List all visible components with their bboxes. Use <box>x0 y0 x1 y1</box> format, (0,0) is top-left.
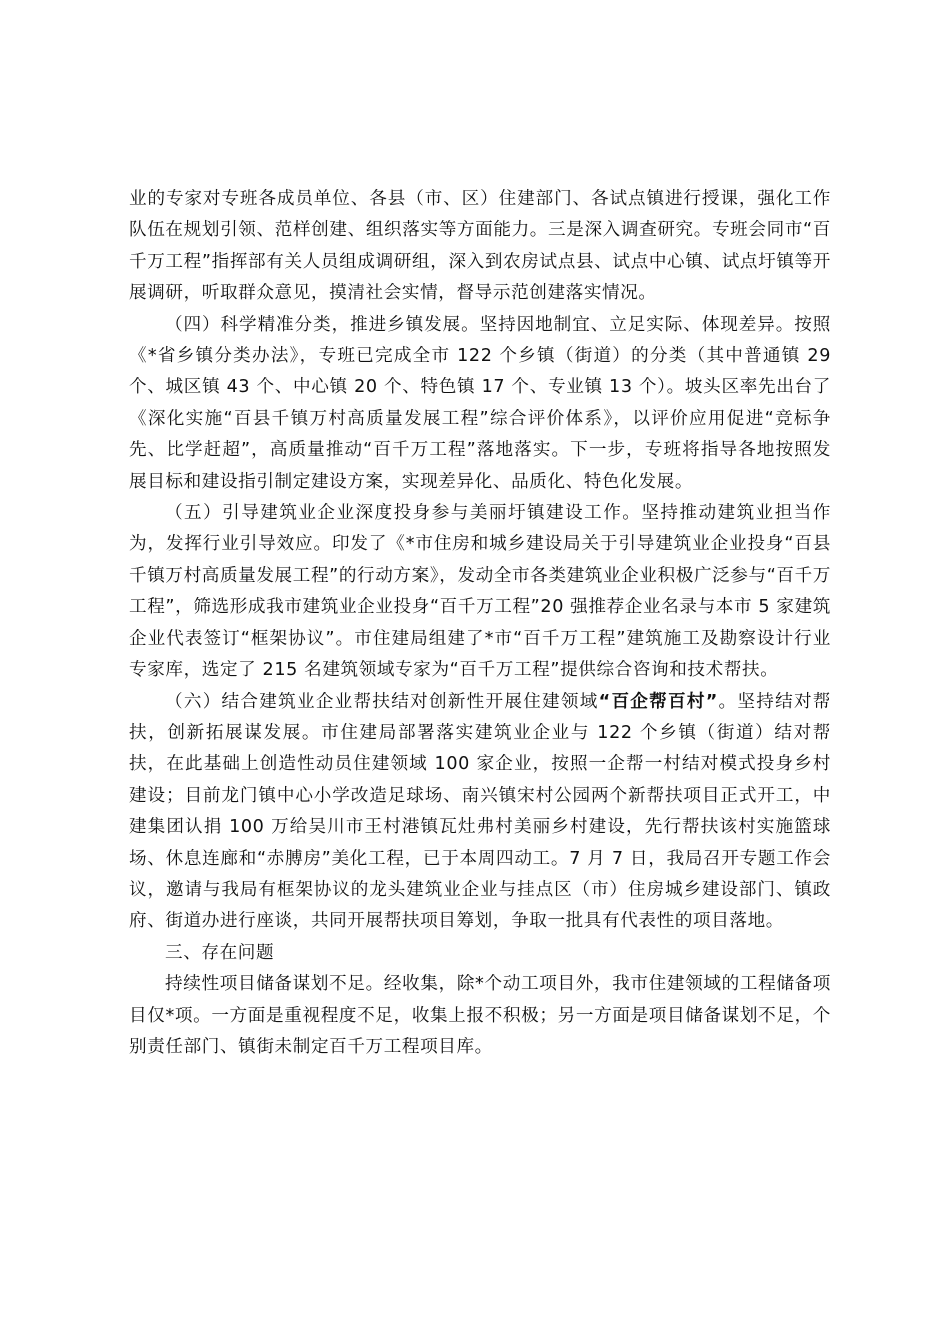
section-6-emphasis-text: “百企帮百村” <box>598 691 718 712</box>
section-6-lead-text: （六）结合建筑业企业帮扶结对创新性开展住建领域 <box>165 691 599 712</box>
paragraph-project-reserve-problem: 持续性项目储备谋划不足。经收集，除*个动工项目外，我市住建领域的工程储备项目仅*项。一方面是重视程度不足，收集上报不积极；另一方面是项目储备谋划不足，个别责任部门、镇街未制定百千万工程项目库。 <box>129 974 831 1057</box>
section-6-body-text: 。坚持结对帮扶，创新拓展谋发展。市住建局部署落实建筑业企业与 122 个乡镇（街道）结对帮扶，在此基础上创造性动员住建领域 100 家企业，按照一企帮一村结对模式投身乡村建设；目前龙门镇中心小学改造足球场、南兴镇宋村公园两个新帮扶项目正式开工，中建集团认捐 100 万给吴川市王村港镇瓦灶弗村美丽乡村建设，先行帮扶该村实施篮球场、休息连廊和“赤膊房”美化工程，已于本周四动工。7 月 7 日，我局召开专题工作会议，邀请与我局有框架协议的龙头建筑业企业与挂点区（市）住房城乡建设部门、镇政府、街道办进行座谈，共同开展帮扶项目筹划，争取一批具有代表性的项目落地。 <box>129 691 831 932</box>
paragraph-section-4-classification: （四）科学精准分类，推进乡镇发展。坚持因地制宜、立足实际、体现差异。按照《*省乡镇分类办法》，专班已完成全市 122 个乡镇（街道）的分类（其中普通镇 29 个、城区镇 43 个、中心镇 20 个、特色镇 17 个、专业镇 13 个）。坡头区率先出台了《深化实施“百县千镇万村高质量发展工程”综合评价体系》，以评价应用促进“竞标争先、比学赶超”，高质量推动“百千万工程”落地落实。下一步，专班将指导各地按照发展目标和建设指引制定建设方案，实现差异化、品质化、特色化发展。 <box>129 314 831 492</box>
paragraph-section-6-pairing-assistance <box>129 687 831 938</box>
paragraph-section-5-construction-enterprises: （五）引导建筑业企业深度投身参与美丽圩镇建设工作。坚持推动建筑业担当作为，发挥行业引导效应。印发了《*市住房和城乡建设局关于引导建筑业企业投身“百县千镇万村高质量发展工程”的行动方案》，发动全市各类建筑业企业积极广泛参与“百千万工程”，筛选形成我市建筑业企业投身“百千万工程”20 强推荐企业名录与本市 5 家建筑企业代表签订“框架协议”。市住建局组建了*市“百千万工程”建筑施工及勘察设计行业专家库，选定了 215 名建筑领域专家为“百千万工程”提供综合咨询和技术帮扶。 <box>129 503 831 681</box>
heading-section-3-problems: 三、存在问题 <box>165 942 275 963</box>
document-body <box>129 184 831 1063</box>
paragraph-training-research: 业的专家对专班各成员单位、各县（市、区）住建部门、各试点镇进行授课，强化工作队伍在规划引领、范样创建、组织落实等方面能力。三是深入调查研究。专班会同市“百千万工程”指挥部有关人员组成调研组，深入到农房试点县、试点中心镇、试点圩镇等开展调研，听取群众意见，摸清社会实情，督导示范创建落实情况。 <box>129 189 831 304</box>
